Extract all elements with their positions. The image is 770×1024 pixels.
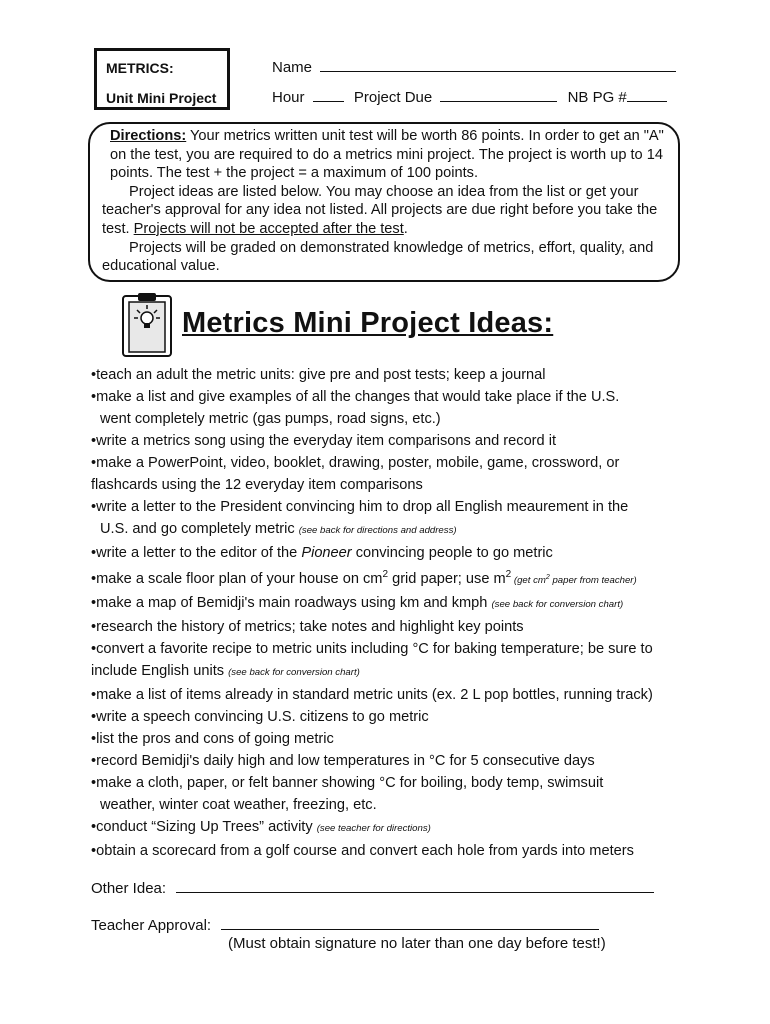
metrics-label: METRICS: <box>106 60 174 76</box>
item-note: (see teacher for directions) <box>316 822 431 834</box>
item-note: (see back for directions and address) <box>298 525 457 536</box>
directions-paragraph-1: Directions: Your metrics written unit test will be worth 86 points. In order to get an "A" on the test, you are required to do a metrics mini project. The project is worth up to 14 points. The test + the project = a maximum of 100 points. <box>110 128 664 182</box>
name-line <box>272 58 676 76</box>
other-idea-label: Other Idea: <box>91 880 167 897</box>
other-idea-line <box>91 879 654 897</box>
ideas-list <box>91 364 691 862</box>
list-item: •research the history of metrics; take notes and highlight key points <box>91 618 524 635</box>
list-item: •write a metrics song using the everyday item comparisons and record it <box>91 433 557 449</box>
page-title: Metrics Mini Project Ideas: <box>182 307 554 339</box>
metrics-header-box <box>94 48 230 110</box>
not-accepted-note: Projects will not be accepted after the test <box>133 220 404 237</box>
directions-paragraph-3: Projects will be graded on demonstrated knowledge of metrics, effort, quality, and educational value. <box>102 239 654 275</box>
item-note: (see back for conversion chart) <box>491 598 624 610</box>
list-item: •make a list of items already in standard metric units (ex. 2 L pop bottles, running track) <box>91 686 653 703</box>
list-item: •make a list and give examples of all the changes that would take place if the U.S. went completely metric (gas pumps, road signs, etc.) <box>91 389 620 427</box>
signature-deadline-note: (Must obtain signature no later than one day before test!) <box>228 935 606 952</box>
teacher-approval-label: Teacher Approval: <box>91 917 212 934</box>
teacher-approval-field[interactable] <box>221 916 599 930</box>
item-note: (get $cm^2$ paper from teacher) <box>511 573 637 586</box>
list-item: •conduct “Sizing Up Trees” activity (see teacher for directions) <box>91 818 431 835</box>
nb-pg-label: NB PG # <box>567 89 627 106</box>
list-item: •convert a favorite recipe to metric units including °C for baking temperature; be sure to include English units (see back for conversion chart) <box>91 640 653 679</box>
hour-field[interactable] <box>313 88 344 102</box>
directions-paragraph-2: Project ideas are listed below. You may choose an idea from the list or get your teacher's approval for any idea not listed. All projects are due right before you take the test. Projects will not be accepted after the test. <box>102 183 658 237</box>
list-item: •write a letter to the President convincing him to drop all English meaurement in the U.S. and go completely metric (see back for directions and address) <box>91 499 629 537</box>
nb-pg-field[interactable] <box>627 88 667 102</box>
project-due-field[interactable] <box>440 88 557 102</box>
name-field[interactable] <box>320 58 676 72</box>
teacher-approval-line <box>91 916 599 934</box>
list-item: •make a scale floor plan of your house on $cm^2$ grid paper; use $m^2$ (get $cm^2$ paper from teacher) <box>91 569 637 587</box>
directions-text <box>102 127 672 276</box>
list-item: •write a speech convincing U.S. citizens to go metric <box>91 708 429 725</box>
list-item: •obtain a scorecard from a golf course and convert each hole from yards into meters <box>91 842 634 859</box>
other-idea-field[interactable] <box>176 879 654 893</box>
unit-mini-project-label: Unit Mini Project <box>106 90 217 106</box>
list-item: •write a letter to the editor of the Pioneer convincing people to go metric <box>91 545 553 561</box>
name-label: Name <box>272 59 313 76</box>
list-item: •record Bemidji's daily high and low temperatures in °C for 5 consecutive days <box>91 752 595 769</box>
hour-line <box>272 88 667 106</box>
clipboard-lightbulb-icon <box>121 292 173 358</box>
hour-label: Hour <box>272 89 305 106</box>
list-item: •teach an adult the metric units: give pre and post tests; keep a journal <box>91 367 546 383</box>
directions-label: Directions: <box>110 128 187 144</box>
list-item: •make a PowerPoint, video, booklet, drawing, poster, mobile, game, crossword, or flashcards using the 12 everyday item comparisons <box>91 455 620 493</box>
list-item: •list the pros and cons of going metric <box>91 730 334 747</box>
list-item: •make a map of Bemidji's main roadways using km and kmph (see back for conversion chart) <box>91 594 624 611</box>
project-due-label: Project Due <box>353 89 433 106</box>
list-item: •make a cloth, paper, or felt banner showing °C for boiling, body temp, swimsuit weather, winter coat weather, freezing, etc. <box>91 774 604 813</box>
item-note: (see back for conversion chart) <box>228 666 360 678</box>
